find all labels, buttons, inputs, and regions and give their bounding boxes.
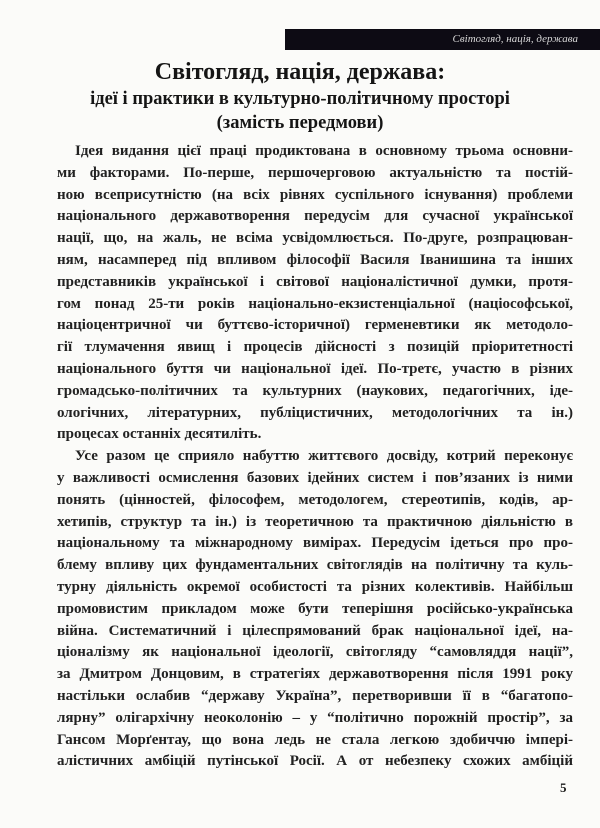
text-line: Гансом Морґентау, що вона ледь не стала легкою здобиччю імпері- bbox=[57, 731, 573, 748]
text-line: за Дмитром Донцовим, в стратегіях державотворення після 1991 року bbox=[57, 666, 573, 683]
text-line: Усе разом це сприяло набуттю життєвого досвіду, котрий переконує bbox=[75, 448, 573, 465]
text-line: національного державотворення передусім для сучасної української bbox=[57, 208, 573, 225]
paragraph bbox=[57, 446, 573, 773]
text-line: гії тлумачення явищ і процесів дійсності з позицій пріоритетності bbox=[57, 339, 573, 356]
body-text bbox=[57, 141, 573, 773]
text-line: Ідея видання цієї праці продиктована в основному трьома основни- bbox=[75, 143, 573, 159]
text-line: представників української і світової націоналістичної думки, протя- bbox=[57, 273, 573, 290]
chapter-title: Світогляд, нація, держава: bbox=[154, 59, 446, 85]
text-line: національного буття чи національної ідеї. По-третє, участю в різних bbox=[57, 360, 573, 377]
text-line: ми факторами. По-перше, першочерговою актуальністю та постій- bbox=[57, 164, 573, 181]
running-head: Світогляд, нація, держава bbox=[285, 29, 600, 50]
text-line: ням, насамперед під впливом філософії Василя Іванишина та інших bbox=[57, 251, 573, 268]
text-line: алістичних амбіцій путінської Росії. А от небезпеку схожих амбіцій bbox=[57, 753, 573, 770]
text-line: настільки ослабив “державу Україна”, перетворивши її в “багатопо- bbox=[57, 687, 573, 704]
chapter-subtitle-note: (замість передмови) bbox=[216, 113, 384, 133]
text-line: турну діяльність окремої особистості та різних колективів. Найбільш bbox=[57, 578, 573, 595]
text-line: війна. Систематичний і цілеспрямований брак національної ідеї, на- bbox=[57, 622, 573, 639]
text-line: у важливості осмислення базових ідейних систем і пов’язаних із ними bbox=[57, 469, 573, 486]
text-line: понять (цінностей, філософем, методологем, стереотипів, кодів, ар- bbox=[57, 491, 573, 508]
text-line: гом понад 25-ти років національно-екзистенціальної (націософської, bbox=[57, 295, 573, 312]
text-line: хетипів, структур та ін.) із теоретичною та практичною діяльністю в bbox=[57, 513, 573, 530]
text-line: націоцентричної чи буттєво-історичної) герменевтики як методоло- bbox=[57, 317, 573, 334]
text-line: процесах останніх десятиліть. bbox=[57, 426, 262, 443]
paragraph bbox=[57, 141, 573, 446]
chapter-subtitle: ідеї і практики в культурно-політичному просторі bbox=[90, 89, 510, 109]
text-line: лярну” олігархічну неоколонію – у “політично порожній простір”, за bbox=[57, 709, 573, 726]
page-number: 5 bbox=[560, 780, 567, 795]
text-line: блему впливу цих фундаментальних світоглядів на політичну та куль- bbox=[57, 557, 573, 574]
text-line: громадсько-політичних та культурних (наукових, педагогічних, іде- bbox=[57, 382, 573, 399]
text-line: ологічних, літературних, публіцистичних, методологічних та ін.) bbox=[57, 404, 573, 421]
text-line: національному та міжнародному вимірах. Передусім ідеться про про- bbox=[57, 535, 573, 552]
text-line: промовистим прикладом може бути теперішня російсько-українська bbox=[57, 600, 573, 617]
text-line: ною всеприсутністю (на всіх рівнях суспільного існування) проблеми bbox=[57, 186, 573, 203]
text-line: нації, що, на жаль, не всіма усвідомлюється. По-друге, розпрацюван- bbox=[57, 230, 573, 247]
text-line: ціоналізму як національної ідеології, світогляду “самовляддя нації”, bbox=[57, 644, 573, 661]
